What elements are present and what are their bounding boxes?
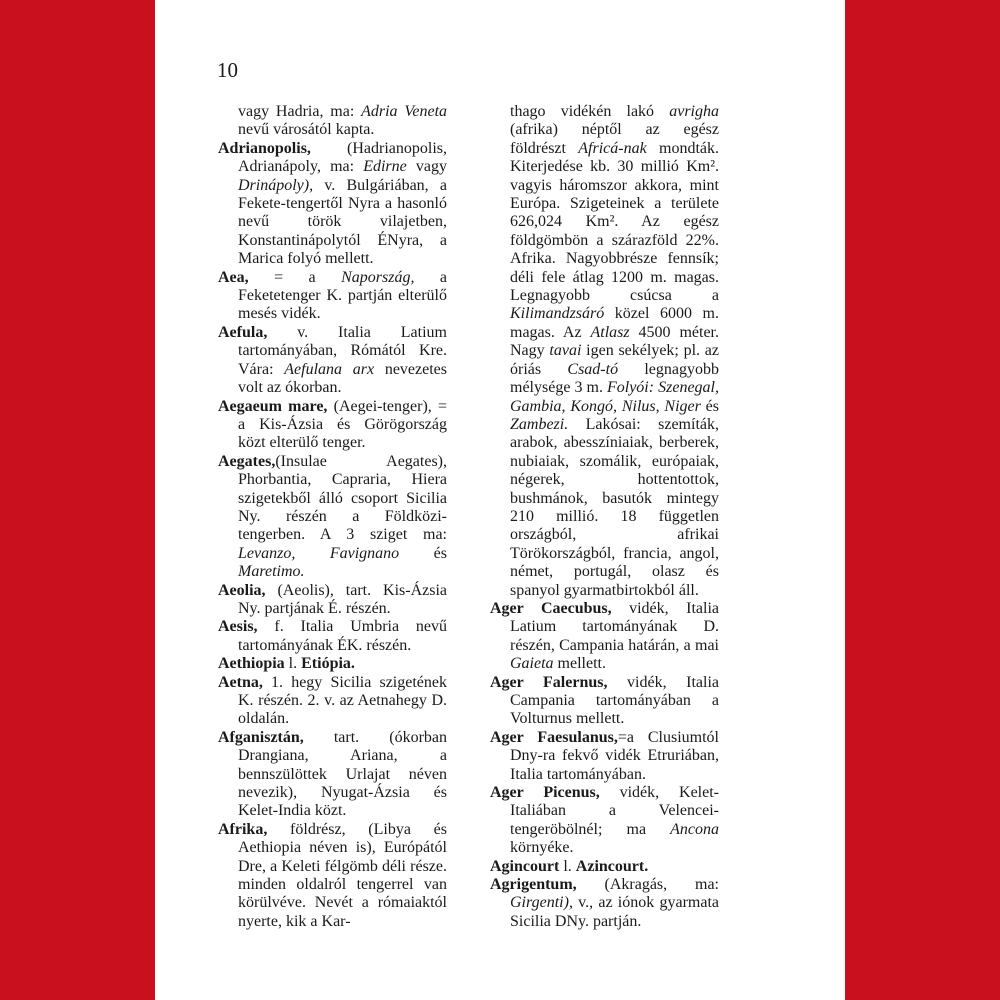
italic-term: tavai (549, 342, 582, 360)
entry-headword: Ager Faesulanus, (490, 728, 618, 746)
entry-text: l. (559, 857, 576, 875)
dictionary-entry (218, 453, 447, 582)
italic-term: Edirne (363, 158, 407, 176)
entry-headword: Agincourt (490, 857, 560, 875)
italic-term: Kilimandzsáró (510, 305, 605, 323)
dictionary-entry (218, 674, 447, 729)
entry-headword: Afrika, (218, 820, 268, 838)
italic-term: Africá-nak (578, 139, 647, 157)
dictionary-entry (218, 729, 447, 821)
entry-text: =a Clusiumtól Dny-ra fekvő vidék Etruriában, Italia tartományában. (510, 728, 719, 783)
dictionary-entry (490, 858, 719, 876)
entry-text: legnagyobb mélysége 3 m. (510, 360, 719, 397)
dictionary-entry (218, 582, 447, 619)
entry-text: l. (284, 655, 302, 673)
dictionary-entry (218, 324, 447, 398)
entry-text: f. Italia Umbria nevű tartományának ÉK. részén. (238, 618, 447, 654)
entry-text: (Akragás, ma: (576, 876, 719, 894)
entry-headword: Aegaeum mare, (218, 397, 328, 415)
entry-headword: Aethiopia (218, 655, 285, 673)
entry-headword: Adrianopolis, (218, 139, 311, 157)
italic-term: Drinápoly), (238, 176, 314, 194)
dictionary-entry (218, 140, 447, 269)
italic-term: Napország, (341, 268, 415, 286)
entry-text: v., az iónok gyarmata Sicilia DNy. partján. (510, 894, 719, 930)
entry-headword: Aesis, (218, 618, 258, 636)
italic-term: Adria Veneta (361, 103, 448, 120)
entry-text: a Feketetenger K. partján elterülő mesés vidék. (238, 268, 447, 323)
cross-reference: Azincourt. (575, 857, 649, 875)
entry-text: vagy Hadria, ma: (238, 103, 362, 120)
book-page (155, 0, 845, 1000)
dictionary-entry (490, 784, 719, 858)
entry-text: tart. (ókorban Drangiana, Ariana, a bennszülöttek Urlajat néven nevezik), Nyugat-Ázsia és Kelet-India közt. (238, 728, 447, 820)
italic-term: Girgenti), (510, 894, 573, 912)
entry-text: környéke. (510, 839, 574, 857)
entry-text: igen sekélyek; pl. az óriás (510, 342, 719, 378)
italic-term: Aefulana arx (284, 360, 375, 378)
entry-headword: Aefula, (218, 323, 268, 341)
entry-text: és (399, 544, 447, 562)
dictionary-entry (490, 729, 719, 784)
entry-text: mellett. (553, 655, 606, 673)
dictionary-entry (490, 876, 719, 931)
right-column (490, 103, 719, 931)
entry-text: vagy (406, 158, 447, 176)
entry-text: 4500 méter. Nagy (510, 323, 719, 360)
entry-headword: Aea, (218, 268, 249, 286)
italic-term: Zambezi. (510, 415, 569, 433)
entry-headword: Afganisztán, (218, 728, 304, 746)
entry-text: v. Italia Latium tartományában, Rómától Kre. Vára: (238, 323, 447, 378)
entry-headword: Ager Falernus, (490, 673, 608, 691)
dictionary-entry (218, 618, 447, 655)
dictionary-entry (218, 398, 447, 453)
entry-text: (Aeolis), tart. Kis-Ázsia Ny. partjának É. részén. (238, 581, 447, 617)
italic-term: Csad-tó (567, 360, 619, 378)
entry-text: közel 6000 m. magas. Az (510, 305, 719, 341)
entry-headword: Aegates, (218, 452, 276, 470)
entry-text: thago vidékén lakó (510, 103, 670, 120)
dictionary-entry (218, 821, 447, 931)
entry-text: vidék, Kelet-Italiában a Velencei-tengeröbölnél; ma (510, 784, 719, 838)
italic-term: Gaieta (510, 655, 554, 673)
entry-text: 1. hegy Sicilia szigetének K. részén. 2. v. az Aetnahegy D. oldalán. (238, 673, 447, 728)
entry-continuation (218, 103, 447, 140)
entry-text: (Hadrianopolis, Adrianápoly, ma: (238, 139, 447, 176)
cross-reference: Etiópia. (301, 655, 355, 673)
entry-text: = a (248, 268, 342, 286)
dictionary-entry (490, 674, 719, 729)
entry-text: mondták. Kiterjedése kb. 30 millió Km². vagyis háromszor akkora, mint Európa. Szigeteinek a területe 626,024 Km². Az egész földgömbön a szárazföld 22%. Afrika. Nagyobbrésze fennsík; déli fele átlag 1200 m. magas. Legnagyobb csúcsa a (510, 139, 719, 305)
page-number: 10 (217, 58, 238, 82)
italic-term: Levanzo, Favignano (238, 544, 400, 562)
italic-term: Maretimo. (238, 563, 305, 581)
entry-text: nevű városától kapta. (238, 121, 375, 139)
dictionary-entry (218, 269, 447, 324)
entry-text: Lakósai: szemíták, arabok, abesszíniaiak, berberek, nubiaiak, szomálik, európaiak, négerek, hottentottok, bushmánok, basutók mintegy 210 millió. 18 független országból, afrikai Törökországból, francia, angol, német, portugál, olasz és spanyol gyarmatbirtokból áll. (510, 415, 719, 599)
italic-term: Ancona (670, 820, 719, 838)
entry-headword: Ager Picenus, (490, 784, 600, 802)
entry-text: és (700, 397, 720, 415)
dictionary-entry (218, 655, 447, 673)
entry-text: (Insulae Aegates), Phorbantia, Capraria, Hiera szigetekből álló csoport Sicilia Ny. részén a Földközi-tengerben. A 3 sziget ma: (238, 452, 447, 544)
entry-continuation (490, 103, 719, 600)
entry-text: v. Bulgáriában, a Fekete-tengertől Nyra a hasonló nevű török vilajetben, Konstantinápolytól ÉNyra, a Marica folyó mellett. (238, 176, 447, 268)
italic-term: Atlasz (590, 323, 630, 341)
entry-text: (afrika) néptől az egész földrészt (510, 121, 719, 157)
dictionary-entry (490, 600, 719, 674)
entry-text: földrész, (Libya és Aethiopia néven is), Európától Dre, a Keleti félgömb déli része. minden oldalról tengerrel van körülvéve. Nevét a rómaiaktól nyerte, kik a Kar- (238, 820, 447, 930)
entry-headword: Ager Caecubus, (490, 599, 612, 617)
entry-text: vidék, Italia Campania tartományában a Volturnus mellett. (510, 673, 719, 728)
italic-term: avrigha (669, 103, 719, 120)
italic-term: Folyói: Szenegal, Gambia, Kongó, Nilus, Niger (510, 379, 719, 415)
entry-headword: Aeolia, (218, 581, 266, 599)
entry-headword: Aetna, (218, 673, 263, 691)
left-column (218, 103, 447, 931)
entry-text: nevezetes volt az ókorban. (238, 360, 448, 397)
entry-headword: Agrigentum, (490, 876, 577, 894)
entry-text: (Aegei-tenger), = a Kis-Ázsia és Görögország közt elterülő tenger. (238, 397, 447, 452)
entry-text: vidék, Italia Latium tartományának D. részén, Campania határán, a mai (510, 599, 719, 654)
